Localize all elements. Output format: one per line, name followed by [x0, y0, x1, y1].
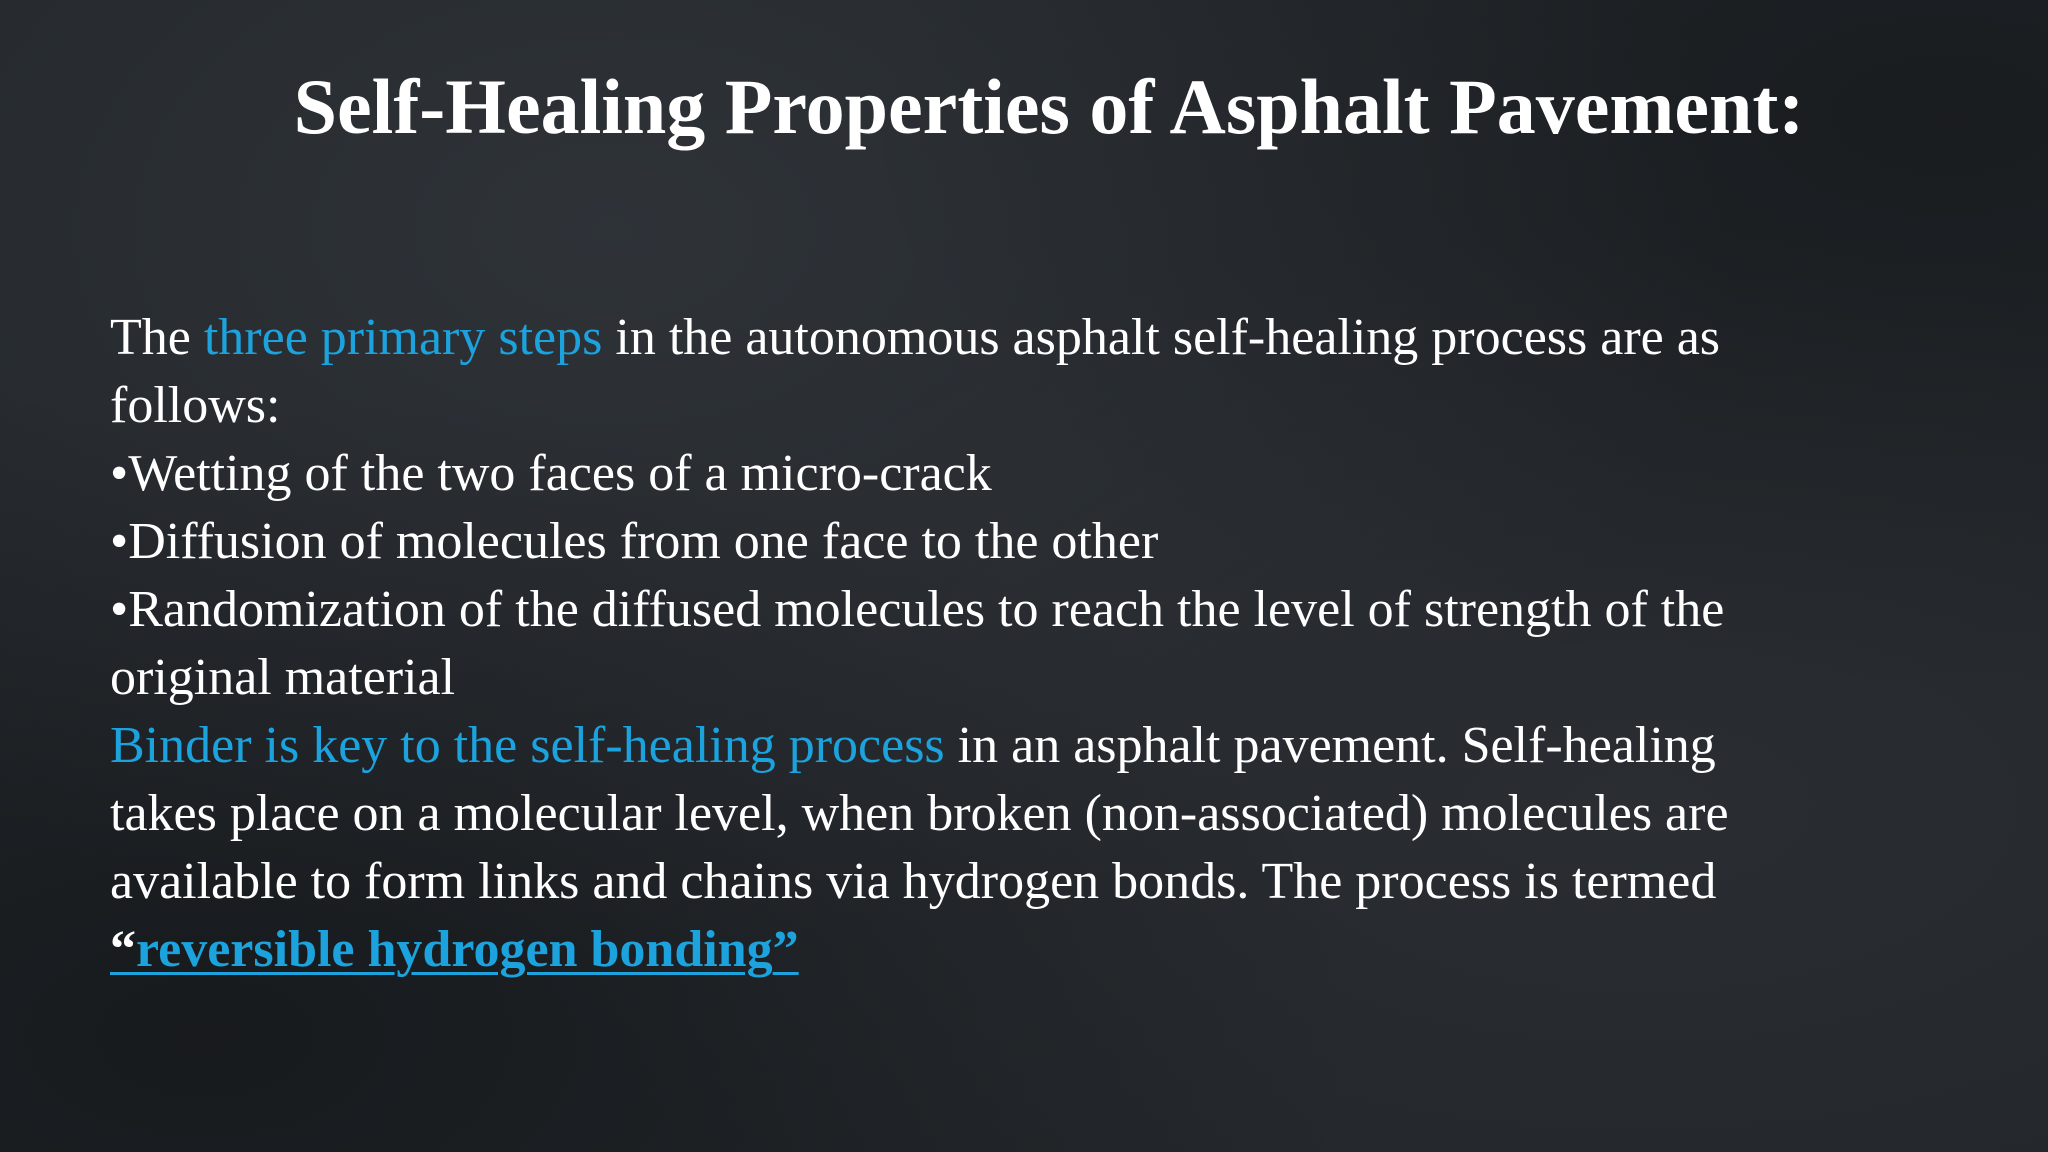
bullet-item [110, 508, 2010, 576]
bullet-text: Wetting of the two faces of a micro-crack [128, 445, 992, 502]
binder-highlight: Binder is key to the self-healing process [110, 717, 945, 774]
bullet-item [110, 576, 2010, 644]
intro-text-start: The [110, 309, 204, 366]
binder-line-2: takes place on a molecular level, when broken (non-associated) molecules are [110, 785, 1729, 842]
term-text: reversible hydrogen bonding [136, 921, 773, 978]
bullet-item [110, 440, 2010, 508]
intro-text-rest: in the autonomous asphalt self-healing process are as [602, 309, 1721, 366]
slide-title: Self-Healing Properties of Asphalt Pavement: [293, 63, 1805, 150]
bullet-marker: • [110, 513, 129, 570]
bullet-text: Diffusion of molecules from one face to the other [128, 513, 1159, 570]
term-line [110, 916, 2010, 984]
intro-highlight: three primary steps [203, 309, 603, 366]
bullet-text: Randomization of the diffused molecules to reach the level of strength of the [128, 581, 1725, 638]
bullet-marker: • [110, 445, 129, 502]
binder-line-1 [110, 712, 2010, 780]
binder-line-3: available to form links and chains via hydrogen bonds. The process is termed [110, 853, 1717, 910]
intro-line-1 [110, 304, 2010, 372]
reversible-hydrogen-bonding-link[interactable] [110, 921, 799, 978]
bullet-marker: • [110, 581, 129, 638]
close-quote: ” [772, 921, 799, 978]
open-quote: “ [110, 921, 136, 978]
bullet-continuation: original material [110, 649, 456, 706]
slide-body [110, 304, 2010, 984]
binder-text-rest: in an asphalt pavement. Self-healing [944, 717, 1716, 774]
intro-line-2: follows: [110, 377, 281, 434]
